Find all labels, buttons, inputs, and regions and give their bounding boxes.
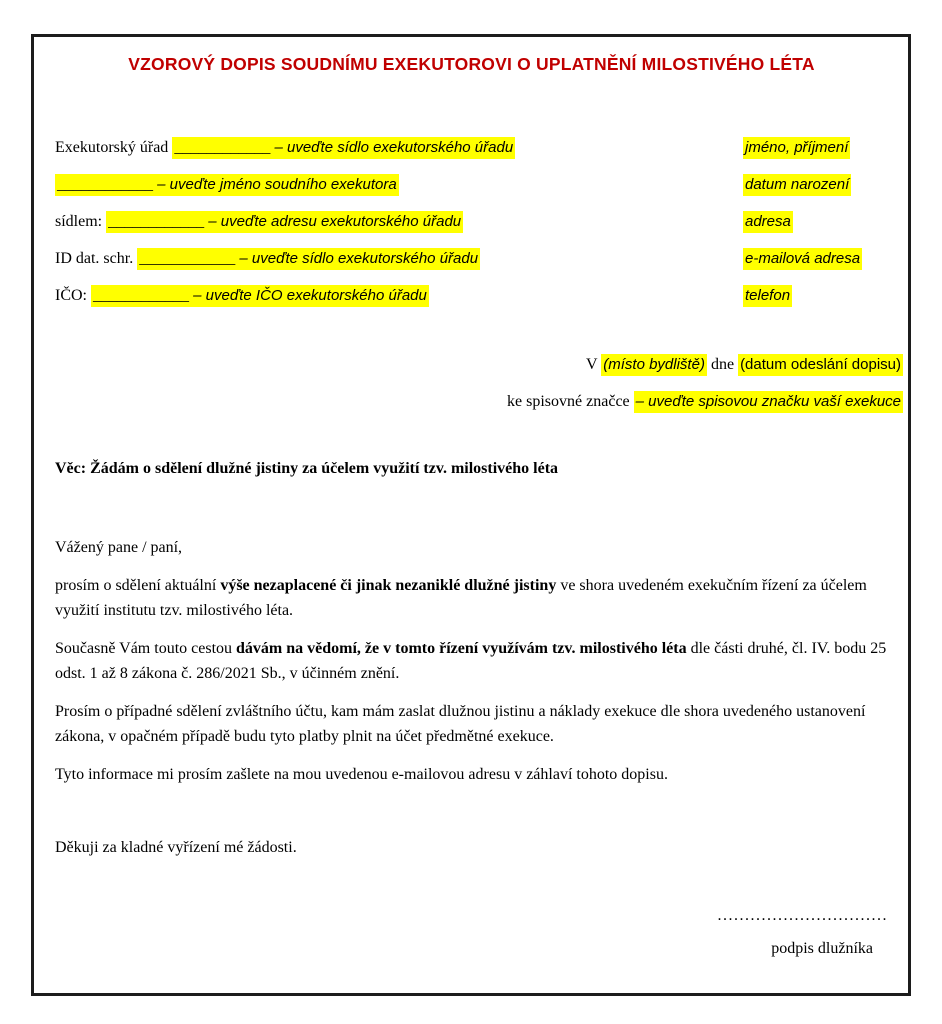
reference-label: ke spisovné značce [507,393,634,410]
field-label: IČO: [55,287,91,304]
document-page [34,37,908,959]
executor-line-4 [55,250,743,287]
field-label: Exekutorský úřad [55,139,173,156]
debtor-field-email [743,250,888,287]
page-border [31,34,911,996]
body-text: Současně Vám touto cestou [55,640,237,657]
highlighted-blank [172,137,515,159]
date-line [55,346,903,383]
debtor-field-name [743,139,888,176]
date-placeholder: (datum odeslání dopisu) [738,354,903,376]
paragraph-2 [55,636,888,686]
executor-line-2 [55,176,743,213]
debtor-field-placeholder: datum narození [743,174,851,196]
salutation: Vážený pane / paní, [55,539,183,556]
bold-emphasis: dávám na vědomí, že v tomto řízení využívám tzv. milostivého léta [236,640,687,657]
debtor-field-placeholder: e-mailová adresa [743,248,862,270]
highlighted-blank [106,211,463,233]
debtor-field-placeholder: telefon [743,285,792,307]
body-text: prosím o sdělení aktuální [55,577,221,594]
blank-underline: ____________ [93,287,189,304]
letter-meta-block [55,346,903,420]
debtor-field-address [743,213,888,250]
executor-line-5 [55,287,743,324]
reference-placeholder: – uveďte spisovou značku vaší exekuce [634,391,903,413]
blank-underline: ____________ [57,176,153,193]
fill-hint: – uveďte sídlo exekutorského úřadu [235,250,479,267]
subject-line: Věc: Žádám o sdělení dlužné jistiny za účelem využití tzv. milostivého léta [55,460,559,477]
signature-label: podpis dlužníka [771,940,873,957]
debtor-field-placeholder: jméno, příjmení [743,137,850,159]
fill-hint: – uveďte IČO exekutorského úřadu [189,287,427,304]
executor-line-1 [55,139,743,176]
signature-dotted-line: ............................... [717,907,888,924]
closing-line: Děkuji za kladné vyřízení mé žádosti. [55,839,297,856]
place-prefix: V [585,356,602,373]
debtor-field-birthdate [743,176,888,213]
paragraph-3 [55,699,888,749]
field-label: sídlem: [55,213,107,230]
document-title: VZOROVÝ DOPIS SOUDNÍMU EXEKUTOROVI O UPLATNĚNÍ MILOSTIVÉHO LÉTA [128,54,815,74]
body-text: dle části druhé, čl. IV. bodu 25 odst. 1 až 8 zákona č. 286/2021 Sb., v účinném znění. [55,640,887,682]
highlighted-blank [55,174,399,196]
fill-hint: – uveďte jméno soudního exekutora [153,176,397,193]
letterhead [55,139,888,324]
paragraph-4 [55,762,888,787]
executor-line-3 [55,213,743,250]
bold-emphasis: výše nezaplacené či jinak nezaniklé dlužné jistiny [220,577,557,594]
reference-line [55,383,903,420]
body-text: ve shora uvedeném exekučním řízení za účelem využití institutu tzv. milostivého léta. [55,577,867,619]
body-text: Tyto informace mi prosím zašlete na mou uvedenou e-mailovou adresu v záhlaví tohoto dopisu. [55,766,668,783]
field-label: ID dat. schr. [55,250,138,267]
highlighted-blank [137,248,480,270]
fill-hint: – uveďte adresu exekutorského úřadu [204,213,462,230]
date-connector: dne [706,356,739,373]
debtor-field-placeholder: adresa [743,211,793,233]
body-text: Prosím o případné sdělení zvláštního účtu, kam mám zaslat dlužnou jistinu a náklady exekuce dle shora uvedeného ustanovení zákona, v opačném případě budu tyto platby plnit na účet předmětné exekuce. [55,703,866,745]
debtor-field-phone [743,287,888,324]
debtor-info-block [743,139,888,324]
paragraph-1 [55,573,888,623]
fill-hint: – uveďte sídlo exekutorského úřadu [270,139,514,156]
blank-underline: ____________ [108,213,205,230]
highlighted-blank [91,285,429,307]
blank-underline: ____________ [139,250,236,267]
place-placeholder: (místo bydliště) [601,354,707,376]
blank-underline: ____________ [174,139,271,156]
executor-address-block [55,139,743,324]
